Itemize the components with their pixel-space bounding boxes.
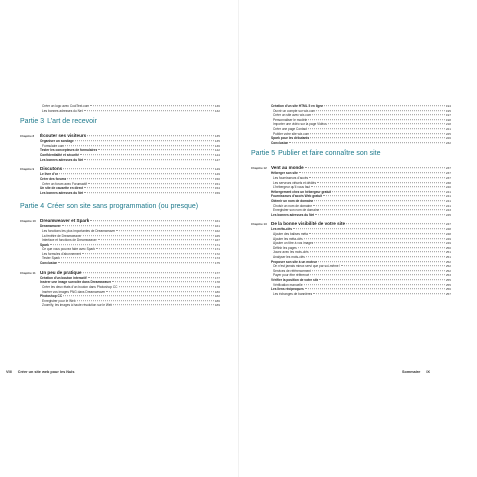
toc-entry-title: Analyser les mots-clés: [273, 255, 305, 260]
chapter-page: 149: [214, 167, 220, 172]
toc-leader-dots: [320, 209, 445, 210]
toc-entry-page: 180: [214, 289, 220, 294]
toc-leader-dots: [59, 174, 214, 175]
toc-leader-dots: [84, 159, 214, 160]
toc-entry: [20, 158, 220, 163]
toc-entry-page: 255: [445, 278, 451, 282]
right-page: [251, 104, 451, 299]
toc-leader-dots: [84, 192, 214, 193]
toc-leader-dots: [305, 288, 445, 289]
toc-entry-page: 252: [445, 264, 451, 269]
toc-entry-title: Ouvrir un compte sur wix.com: [273, 108, 316, 113]
toc-entry-title: Spark pour les débutants: [271, 136, 310, 141]
toc-leader-dots: [298, 247, 445, 248]
toc-entry-page: 142: [214, 148, 220, 153]
book-gutter: [238, 0, 239, 477]
part-label: Partie 3: [20, 118, 45, 126]
toc-entry-title: Proposer son site à un moteur: [271, 259, 318, 264]
toc-leader-dots: [87, 135, 214, 136]
toc-leader-dots: [75, 140, 214, 141]
toc-entry-title: Créer un logo avec CoolText.com: [42, 104, 90, 108]
toc-entry-page: 198: [445, 117, 451, 122]
toc-leader-dots: [119, 286, 214, 287]
toc-leader-dots: [318, 261, 445, 262]
toc-entry-title: Ajouter les méta-clés: [273, 236, 303, 241]
toc-entry-title: Spark: [40, 242, 49, 247]
part-title: Créer son site sans programmation (ou presque): [47, 203, 199, 211]
toc-entry-title: Tester les concepteurs de formulaires: [40, 148, 98, 153]
toc-entry-page: 249: [445, 236, 451, 241]
toc-entry-title: Créer les deux états d’un bouton dans Photoshop CC: [42, 285, 118, 290]
toc-entry-page: 182: [214, 294, 220, 299]
toc-entry-page: 241: [445, 198, 451, 203]
toc-leader-dots: [310, 137, 445, 138]
toc-entry-page: 177: [214, 275, 220, 280]
toc-entry-title: Les méta-clés: [271, 227, 293, 232]
toc-entry-page: 241: [445, 189, 451, 194]
chapter-title: Un peu de pratique: [40, 269, 82, 275]
toc-entry-title: Création d’un site HTML 5 en ligne: [271, 104, 324, 108]
toc-leader-dots: [310, 275, 445, 276]
toc-entry-title: Les bonnes adresses du Net: [40, 157, 84, 162]
toc-entry-page: 245: [445, 212, 451, 217]
toc-entry-page: 232: [445, 140, 451, 145]
toc-leader-dots: [312, 270, 445, 271]
toc-leader-dots: [96, 248, 214, 249]
toc-leader-dots: [314, 200, 445, 201]
toc-entry-page: 150: [214, 176, 220, 181]
chapter-label: Chapitre 8: [20, 134, 35, 139]
toc-leader-dots: [309, 233, 445, 234]
toc-entry-page: 251: [445, 250, 451, 255]
toc-leader-dots: [63, 295, 214, 296]
toc-leader-dots: [84, 187, 214, 188]
toc-leader-dots: [323, 196, 445, 197]
chapter-title: Vent au monde: [271, 165, 304, 171]
toc-entry-page: 135: [214, 139, 220, 144]
toc-entry-title: Les bonnes adresses du Net: [42, 108, 83, 113]
toc-entry: [20, 261, 220, 266]
toc-entry-page: 167: [214, 238, 220, 243]
toc-entry-page: 162: [214, 228, 220, 233]
toc-leader-dots: [82, 253, 213, 254]
toc-entry-page: 172: [214, 251, 220, 256]
toc-leader-dots: [312, 114, 445, 115]
toc-entry-title: Les échanges de bannières: [273, 291, 313, 296]
toc-entry-title: Créer une page Contact: [273, 126, 308, 131]
toc-entry-title: Ajouter des balises méta: [273, 232, 308, 237]
toc-entry-page: 218: [445, 122, 451, 127]
chapter-gap: [251, 296, 451, 299]
toc-entry-title: Dreamweaver: [40, 224, 61, 229]
toc-leader-dots: [98, 239, 214, 240]
toc-entry-title: Ajouter un titre à vos images: [273, 241, 314, 246]
toc-entry-page: 249: [445, 241, 451, 246]
toc-leader-dots: [84, 110, 214, 111]
toc-entry-page: 237: [445, 175, 451, 180]
chapter-gap: [20, 308, 220, 311]
toc-entry: [20, 109, 220, 114]
toc-entry-title: Insérer une image survolée dans Dreamweaver: [40, 280, 112, 285]
toc-leader-dots: [112, 282, 214, 283]
toc-entry-title: Photoshop CC: [40, 294, 63, 299]
toc-part-heading: [251, 150, 451, 162]
chapter-page: 237: [445, 166, 451, 171]
toc-entry-title: Conclusion: [271, 140, 289, 145]
toc-entry-title: Enregistrer son nom de domaine: [273, 208, 320, 213]
toc-leader-dots: [65, 145, 214, 146]
left-page: [20, 104, 220, 311]
toc-leader-dots: [113, 305, 213, 306]
toc-leader-dots: [88, 183, 214, 184]
chapter-gap: [20, 266, 220, 269]
toc-leader-dots: [106, 291, 214, 292]
toc-entry-title: Personnaliser le modèle: [273, 117, 308, 122]
toc-leader-dots: [58, 262, 213, 263]
toc-leader-dots: [313, 205, 445, 206]
toc-entry-page: 257: [445, 291, 451, 296]
chapter-gap: [251, 217, 451, 220]
toc-entry-title: L’hébergeur qu’il vous faut: [273, 185, 311, 190]
toc-entry-title: Créer un forum avec Forumactif: [42, 181, 87, 186]
left-page-number: VIII: [6, 370, 12, 374]
toc-leader-dots: [305, 168, 445, 169]
part-label: Partie 4: [20, 203, 45, 211]
toc-leader-dots: [306, 256, 445, 257]
toc-entry-title: On n’est jamais mieux servi que par soi-même !: [273, 264, 341, 269]
toc-entry-title: Héberger son site: [271, 171, 298, 176]
toc-entry-title: Les bonnes adresses du Net: [40, 190, 84, 195]
toc-entry-page: 225: [445, 131, 451, 136]
toc-entry-page: 178: [214, 280, 220, 285]
toc-entry-title: Vérification manuelle: [273, 282, 303, 287]
chapter-page: 177: [214, 270, 220, 275]
toc-leader-dots: [319, 279, 444, 280]
toc-leader-dots: [304, 238, 445, 239]
toc-leader-dots: [304, 284, 445, 285]
left-running-title: Créer un site web pour les Nuls: [17, 370, 75, 374]
toc-leader-dots: [299, 173, 445, 174]
right-footer: [402, 370, 430, 374]
toc-leader-dots: [310, 252, 445, 253]
toc-entry-title: Payer pour être référencé: [273, 273, 310, 278]
toc-entry-page: 186: [214, 298, 220, 303]
toc-entry-page: 253: [445, 273, 451, 278]
toc-leader-dots: [83, 235, 214, 236]
toc-entry: [251, 213, 451, 218]
toc-leader-dots: [83, 272, 214, 273]
toc-entry-page: 173: [214, 256, 220, 261]
toc-leader-dots: [50, 244, 214, 245]
toc-leader-dots: [308, 119, 445, 120]
toc-leader-dots: [310, 133, 445, 134]
toc-entry-page: 132: [214, 108, 220, 113]
toc-entry-page: 226: [445, 136, 451, 141]
part-title: L’art de recevoir: [47, 118, 97, 126]
toc-entry-page: 241: [445, 194, 451, 199]
toc-leader-dots: [328, 124, 445, 125]
toc-leader-dots: [98, 150, 213, 151]
toc-entry-title: Publier votre site wix.com: [273, 131, 310, 136]
toc-leader-dots: [116, 230, 214, 231]
toc-entry-page: 144: [214, 152, 220, 157]
toc-leader-dots: [67, 178, 213, 179]
toc-entry-title: Définir les pages: [273, 245, 297, 250]
toc-entry-title: Les liens réciproques: [271, 287, 304, 292]
toc-leader-dots: [90, 221, 214, 222]
toc-entry-page: 251: [445, 255, 451, 260]
toc-leader-dots: [324, 105, 445, 106]
toc-entry-page: 255: [445, 282, 451, 287]
toc-entry-page: 171: [214, 242, 220, 247]
toc-entry: [20, 303, 220, 308]
toc-entry-page: 147: [214, 157, 220, 162]
toc-entry-page: 195: [445, 108, 451, 113]
toc-entry-page: 159: [214, 190, 220, 195]
toc-entry-page: 189: [214, 303, 220, 308]
toc-leader-dots: [315, 214, 445, 215]
chapter-gap: [20, 195, 220, 198]
toc-entry-title: Enregistrer pour le Web: [42, 298, 76, 303]
toc-entry-title: Formulaire com: [42, 143, 65, 148]
toc-leader-dots: [289, 142, 444, 143]
right-page-number: IX: [426, 370, 430, 374]
toc-leader-dots: [77, 300, 214, 301]
toc-entry-page: 151: [214, 181, 220, 186]
toc-entry-title: Conclusion: [40, 261, 58, 266]
toc-entry-page: 240: [445, 185, 451, 190]
chapter-title: De la bonne visibilité de votre site: [271, 221, 346, 227]
toc-entry-page: 256: [445, 287, 451, 292]
toc-leader-dots: [314, 242, 444, 243]
toc-entry-title: Zoomify, les images à haute résolution sur le Web: [42, 303, 113, 308]
toc-entry-title: Confidentialité et sécurité: [40, 152, 79, 157]
chapter-label: Chapitre 11: [20, 270, 36, 275]
toc-entry-title: Interface et fonctions de Dreamweaver: [42, 238, 97, 243]
toc-leader-dots: [308, 128, 445, 129]
left-footer: [6, 370, 74, 374]
toc-entry-page: 250: [445, 245, 451, 250]
toc-entry-page: 252: [445, 259, 451, 264]
toc-leader-dots: [293, 229, 445, 230]
toc-leader-dots: [80, 154, 214, 155]
chapter-label: Chapitre 12: [251, 166, 267, 171]
toc-entry-page: 237: [445, 171, 451, 176]
toc-leader-dots: [313, 293, 445, 294]
toc-entry-page: 161: [214, 224, 220, 229]
toc-leader-dots: [317, 182, 445, 183]
toc-entry-page: 221: [445, 126, 451, 131]
toc-entry: [251, 292, 451, 297]
toc-entry-title: Les fonctions les plus importantes de Dreamweaver: [42, 228, 116, 233]
toc-entry-title: Importer une vidéo sur la page Vidéos: [273, 122, 327, 127]
toc-leader-dots: [332, 191, 444, 192]
toc-entry-page: 154: [214, 186, 220, 191]
toc-entry-title: Les serveurs virtuels et dédiés: [273, 180, 317, 185]
toc-leader-dots: [311, 186, 445, 187]
toc-leader-dots: [88, 277, 214, 278]
chapter-label: Chapitre 9: [20, 167, 35, 172]
toc-entry-title: Créer un site avec wix.com: [273, 113, 312, 118]
chapter-title: Écouter ses visiteurs: [40, 133, 87, 139]
toc-entry-title: Choisir un nom de domaine: [273, 203, 312, 208]
toc-entry-page: 175: [214, 261, 220, 266]
chapter-title: Dreamweaver et Spark: [40, 218, 90, 224]
toc-entry-page: 171: [214, 247, 220, 252]
toc-entry-title: Création d’un bouton interactif: [40, 275, 87, 280]
chapter-label: Chapitre 10: [20, 219, 36, 224]
toc-entry-page: 136: [214, 143, 220, 148]
toc-entry-title: Insérer vos images PNG dans Dreamweaver: [42, 289, 106, 294]
toc-entry-page: 248: [445, 232, 451, 237]
toc-entry-page: 194: [445, 104, 451, 108]
chapter-page: 247: [445, 222, 451, 227]
toc-entry-title: Ce que vous pouvez faire avec Spark: [42, 247, 95, 252]
part-title: Publier et faire connaître son site: [278, 150, 381, 158]
toc-leader-dots: [346, 224, 445, 225]
toc-leader-dots: [61, 258, 214, 259]
chapter-page: 135: [214, 134, 220, 139]
toc-entry-title: Le livre d’or: [40, 172, 59, 177]
toc-entry-page: 178: [214, 285, 220, 290]
part-label: Partie 5: [251, 150, 276, 158]
toc-entry-title: Organiser un sondage: [40, 139, 74, 144]
toc-entry-title: Fournisseurs d’accès Web gratuit: [271, 194, 323, 199]
toc-part-heading: [20, 118, 220, 130]
toc-part-heading: [20, 203, 220, 215]
toc-entry-title: Les formules d’abonnement: [42, 251, 82, 256]
toc-entry-title: Services de référencement: [273, 268, 312, 273]
right-running-title: Sommaire: [402, 370, 421, 374]
toc-leader-dots: [63, 169, 214, 170]
toc-entry-page: 136: [214, 104, 220, 108]
toc-leader-dots: [90, 105, 214, 106]
chapter-gap: [20, 162, 220, 165]
toc-entry-title: Les fournisseurs d’accès: [273, 175, 309, 180]
toc-entry-title: Tester Spark: [42, 256, 60, 261]
toc-entry-page: 197: [445, 113, 451, 118]
toc-entry-title: Vérifier la position de votre site: [271, 278, 319, 282]
toc-entry-page: 165: [214, 233, 220, 238]
toc-leader-dots: [309, 177, 445, 178]
toc-leader-dots: [62, 226, 214, 227]
toc-entry-title: Créer des forums: [40, 176, 67, 181]
toc-entry-title: La fenêtre de Dreamweaver: [42, 233, 82, 238]
toc-entry-page: 252: [445, 268, 451, 273]
toc-leader-dots: [316, 110, 445, 111]
toc-entry-title: Un site de causette en direct: [40, 186, 84, 191]
toc-entry-title: Obtenir un nom de domaine: [271, 198, 314, 203]
toc-entry-title: Jouez avec les mots-clés: [273, 250, 309, 255]
toc-leader-dots: [341, 265, 445, 266]
toc-entry-page: 248: [445, 227, 451, 232]
toc-entry-title: Les bonnes adresses du Net: [271, 212, 315, 217]
toc-entry-page: 149: [214, 172, 220, 177]
toc-entry: [251, 141, 451, 146]
chapter-label: Chapitre 13: [251, 222, 267, 227]
chapter-page: 161: [214, 219, 220, 224]
toc-entry-page: 238: [445, 180, 451, 185]
toc-entry-title: Hébergement chez un hébergeur gratuit: [271, 189, 332, 194]
chapter-title: Discutons: [40, 166, 63, 172]
toc-entry-page: 241: [445, 203, 451, 208]
toc-entry: [20, 191, 220, 196]
toc-entry-page: 243: [445, 208, 451, 213]
